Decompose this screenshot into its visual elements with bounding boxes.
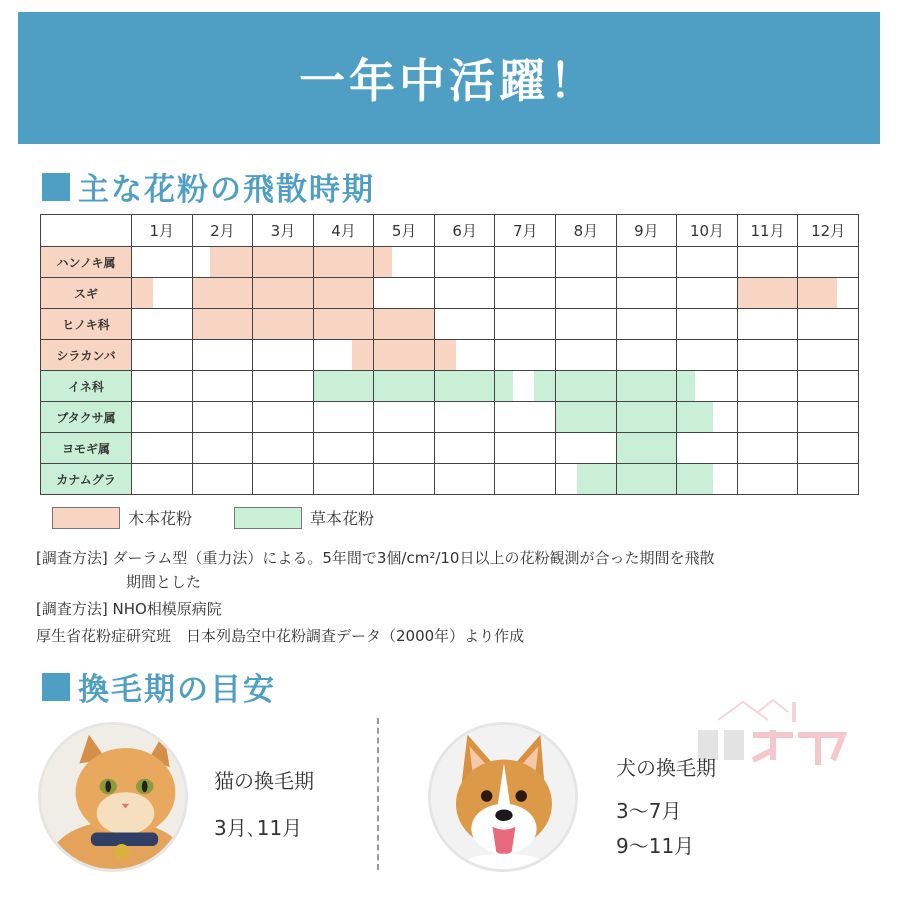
month-cell (374, 340, 435, 371)
month-cell (556, 309, 617, 340)
month-cell (132, 340, 193, 371)
month-header-cell: 10月 (677, 215, 738, 247)
month-cell (313, 433, 374, 464)
month-cell (616, 278, 677, 309)
month-header-cell: 8月 (556, 215, 617, 247)
month-cell (132, 371, 193, 402)
tree-pollen-period-bar (210, 247, 252, 277)
month-cell (374, 309, 435, 340)
month-cell (737, 402, 798, 433)
dog-photo (428, 722, 578, 872)
month-cell (677, 309, 738, 340)
grass-pollen-period-bar (617, 371, 677, 401)
grass-pollen-period-bar (556, 371, 616, 401)
pollen-type-name: ヨモギ属 (41, 433, 132, 464)
month-cell (737, 278, 798, 309)
month-cell (253, 402, 314, 433)
month-cell (313, 309, 374, 340)
legend-tree (52, 506, 192, 529)
tree-pollen-period-bar (374, 247, 392, 277)
grass-pollen-period-bar (677, 371, 695, 401)
month-cell (798, 371, 859, 402)
month-header-cell: 1月 (132, 215, 193, 247)
pollen-section-heading (42, 164, 375, 209)
tree-pollen-period-bar (738, 278, 798, 308)
month-cell (434, 309, 495, 340)
tree-pollen-period-bar (253, 247, 313, 277)
month-cell (313, 340, 374, 371)
grass-pollen-period-bar (435, 371, 495, 401)
month-cell (192, 433, 253, 464)
dog-shedding-period-2: 9〜11月 (616, 834, 695, 858)
month-cell (677, 278, 738, 309)
month-cell (495, 371, 556, 402)
heading-square-icon (42, 673, 70, 701)
month-cell (313, 402, 374, 433)
month-cell (798, 278, 859, 309)
pollen-heading-text: 主な花粉の飛散時期 (78, 172, 375, 208)
month-header-cell: 5月 (374, 215, 435, 247)
legend-tree-swatch (52, 507, 120, 529)
month-cell (374, 464, 435, 495)
month-cell (495, 402, 556, 433)
month-cell (737, 464, 798, 495)
month-cell (132, 278, 193, 309)
month-cell (253, 247, 314, 278)
month-cell (616, 402, 677, 433)
month-header-cell: 11月 (737, 215, 798, 247)
grass-pollen-period-bar (556, 402, 616, 432)
survey-notes (36, 546, 866, 651)
month-cell (616, 371, 677, 402)
note-method-2: [調査方法] NHO相模原病院 (36, 600, 222, 618)
legend-tree-label: 木本花粉 (128, 509, 193, 528)
month-header-cell: 6月 (434, 215, 495, 247)
month-cell (677, 402, 738, 433)
month-cell (616, 247, 677, 278)
month-cell (434, 464, 495, 495)
dog-illustration (431, 725, 575, 869)
tree-pollen-period-bar (374, 309, 434, 339)
month-cell (192, 371, 253, 402)
pollen-row (41, 309, 859, 340)
month-cell (374, 278, 435, 309)
tree-pollen-period-bar (435, 340, 456, 370)
month-cell (737, 247, 798, 278)
note-method-1a: [調査方法] ダーラム型（重力法）による。5年間で3個/cm²/10日以上の花粉観測が合った期間を飛散 (36, 549, 715, 567)
month-cell (192, 402, 253, 433)
month-cell (313, 464, 374, 495)
month-cell (798, 464, 859, 495)
month-header-cell: 3月 (253, 215, 314, 247)
shedding-heading-text: 換毛期の目安 (78, 672, 276, 708)
pollen-type-name: ブタクサ属 (41, 402, 132, 433)
pollen-row (41, 464, 859, 495)
month-cell (434, 402, 495, 433)
month-cell (132, 464, 193, 495)
pollen-row (41, 340, 859, 371)
month-cell (313, 278, 374, 309)
month-cell (495, 278, 556, 309)
month-cell (616, 309, 677, 340)
month-cell (556, 278, 617, 309)
pollen-type-name: スギ (41, 278, 132, 309)
tree-pollen-period-bar (253, 278, 313, 308)
tree-pollen-period-bar (314, 278, 374, 308)
table-header-row (41, 215, 859, 247)
cat-shedding-title: 猫の換毛期 (214, 769, 314, 793)
month-cell (798, 433, 859, 464)
month-cell (495, 247, 556, 278)
month-cell (374, 247, 435, 278)
month-cell (374, 433, 435, 464)
month-cell (677, 247, 738, 278)
month-header-cell: 4月 (313, 215, 374, 247)
pollen-row (41, 433, 859, 464)
month-cell (192, 340, 253, 371)
month-cell (374, 402, 435, 433)
grass-pollen-period-bar (617, 402, 677, 432)
pollen-type-name: イネ科 (41, 371, 132, 402)
month-cell (313, 247, 374, 278)
grass-pollen-period-bar (495, 371, 513, 401)
month-cell (253, 433, 314, 464)
month-cell (253, 278, 314, 309)
month-cell (737, 433, 798, 464)
tree-pollen-period-bar (314, 309, 374, 339)
month-cell (556, 340, 617, 371)
month-cell (192, 247, 253, 278)
month-cell (677, 464, 738, 495)
month-cell (313, 371, 374, 402)
month-cell (798, 309, 859, 340)
month-cell (192, 278, 253, 309)
section-divider (377, 718, 379, 870)
heading-square-icon (42, 173, 70, 201)
tree-pollen-period-bar (132, 278, 153, 308)
month-cell (253, 371, 314, 402)
month-cell (132, 433, 193, 464)
month-header-cell: 7月 (495, 215, 556, 247)
pollen-row (41, 371, 859, 402)
pollen-row (41, 247, 859, 278)
month-cell (616, 464, 677, 495)
month-header-cell: 9月 (616, 215, 677, 247)
month-cell (495, 309, 556, 340)
month-cell (495, 340, 556, 371)
header-banner (18, 12, 880, 144)
grass-pollen-period-bar (577, 464, 616, 494)
legend-grass (234, 506, 374, 529)
month-cell (677, 433, 738, 464)
month-header-cell: 2月 (192, 215, 253, 247)
month-cell (434, 433, 495, 464)
tree-pollen-period-bar (193, 309, 253, 339)
month-cell (677, 340, 738, 371)
month-cell (556, 402, 617, 433)
pollen-type-name: シラカンバ (41, 340, 132, 371)
tree-pollen-period-bar (798, 278, 837, 308)
month-cell (677, 371, 738, 402)
month-cell (434, 247, 495, 278)
note-method-1 (36, 546, 866, 594)
month-cell (434, 371, 495, 402)
month-cell (737, 371, 798, 402)
tree-pollen-period-bar (314, 247, 374, 277)
pollen-row (41, 278, 859, 309)
banner-title: 一年中活躍！ (299, 54, 599, 108)
month-cell (798, 340, 859, 371)
dog-shedding-period-1: 3〜7月 (616, 799, 682, 823)
grass-pollen-period-bar (534, 371, 555, 401)
month-cell (556, 464, 617, 495)
grass-pollen-period-bar (314, 371, 374, 401)
pollen-row (41, 402, 859, 433)
pollen-type-name: ヒノキ科 (41, 309, 132, 340)
tree-pollen-period-bar (374, 340, 434, 370)
month-cell (737, 309, 798, 340)
month-cell (374, 371, 435, 402)
month-cell (253, 340, 314, 371)
month-cell (495, 464, 556, 495)
cat-illustration (41, 725, 185, 869)
shedding-section-heading (42, 664, 276, 709)
legend-grass-label: 草本花粉 (310, 509, 375, 528)
tree-pollen-period-bar (193, 278, 253, 308)
legend-grass-swatch (234, 507, 302, 529)
dog-shedding-title: 犬の換毛期 (616, 756, 716, 780)
pollen-type-name: ハンノキ属 (41, 247, 132, 278)
note-source: 厚生省花粉症研究班 日本列島空中花粉調査データ（2000年）より作成 (36, 627, 525, 645)
grass-pollen-period-bar (374, 371, 434, 401)
month-cell (556, 433, 617, 464)
grass-pollen-period-bar (677, 402, 713, 432)
tree-pollen-period-bar (253, 309, 313, 339)
month-cell (253, 309, 314, 340)
month-cell (132, 247, 193, 278)
grass-pollen-period-bar (677, 464, 713, 494)
month-cell (192, 309, 253, 340)
pollen-type-name: カナムグラ (41, 464, 132, 495)
month-cell (616, 340, 677, 371)
month-cell (798, 402, 859, 433)
table-corner-cell (41, 215, 132, 247)
month-header-cell: 12月 (798, 215, 859, 247)
month-cell (556, 247, 617, 278)
month-cell (132, 309, 193, 340)
month-cell (434, 278, 495, 309)
month-cell (434, 340, 495, 371)
month-cell (253, 464, 314, 495)
pollen-calendar-table (40, 214, 859, 495)
month-cell (798, 247, 859, 278)
cat-photo (38, 722, 188, 872)
month-cell (495, 433, 556, 464)
tree-pollen-period-bar (352, 340, 373, 370)
month-cell (192, 464, 253, 495)
month-cell (616, 433, 677, 464)
note-method-1b: 期間とした (126, 573, 202, 591)
grass-pollen-period-bar (617, 433, 677, 463)
cat-shedding-period: 3月､11月 (214, 816, 303, 840)
grass-pollen-period-bar (617, 464, 677, 494)
month-cell (737, 340, 798, 371)
month-cell (132, 402, 193, 433)
month-cell (556, 371, 617, 402)
